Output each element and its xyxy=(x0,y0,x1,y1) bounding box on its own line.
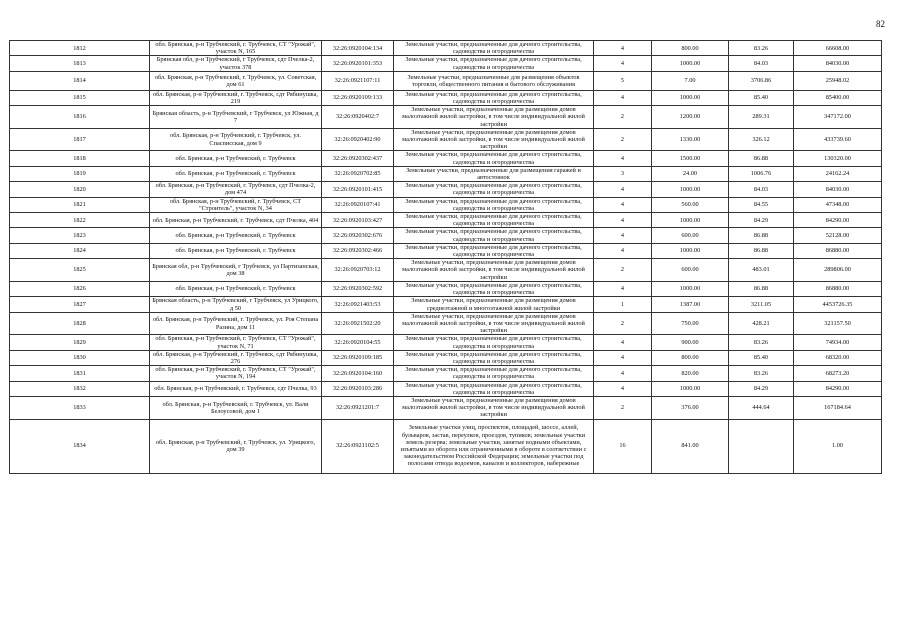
row-number-cell: 1825 xyxy=(10,259,150,282)
table-row xyxy=(10,197,882,212)
row-number-cell: 1826 xyxy=(10,281,150,296)
group-cell: 4 xyxy=(594,151,652,166)
address-cell: обл. Брянская, р-н Трубчевский, г. Трубчевск, сдт Рябинушка, 219 xyxy=(150,90,322,105)
cadastral-number-cell: 32:26:0920302:676 xyxy=(322,228,394,243)
specific-value-cell: 3211.05 xyxy=(729,297,794,312)
land-use-cell: Земельные участки, предназначенные для дачного строительства, садоводства и огородничества xyxy=(394,366,594,381)
row-number-cell: 1821 xyxy=(10,197,150,212)
group-cell: 4 xyxy=(594,243,652,258)
area-cell: 1000.00 xyxy=(652,381,729,396)
row-number-cell: 1827 xyxy=(10,297,150,312)
cadastral-value-cell: 347172.00 xyxy=(794,106,882,129)
cadastral-value-cell: 1.00 xyxy=(794,419,882,473)
address-cell: обл. Брянская, р-н Трубчевский, г. Трубчевск, сдт Пчелка, 93 xyxy=(150,381,322,396)
area-cell: 1000.00 xyxy=(652,182,729,197)
land-use-cell: Земельные участки, предназначенные для дачного строительства, садоводства и огородничества xyxy=(394,151,594,166)
table-row xyxy=(10,312,882,335)
specific-value-cell: 83.26 xyxy=(729,366,794,381)
land-use-cell: Земельные участки, предназначенные для дачного строительства, садоводства и огородничества xyxy=(394,197,594,212)
table-row xyxy=(10,213,882,228)
row-number-cell: 1819 xyxy=(10,166,150,181)
cadastral-value-cell: 84030.00 xyxy=(794,182,882,197)
land-use-cell: Земельные участки, предназначенные для размещения домов малоэтажной жилой застройки, в том числе индивидуальной жилой застройки xyxy=(394,259,594,282)
row-number-cell: 1813 xyxy=(10,56,150,71)
specific-value-cell: 483.01 xyxy=(729,259,794,282)
cadastral-value-cell: 52128.00 xyxy=(794,228,882,243)
cadastral-number-cell: 32:26:0920109:185 xyxy=(322,350,394,365)
cadastral-number-cell: 32:26:0920302:466 xyxy=(322,243,394,258)
table-row xyxy=(10,90,882,105)
area-cell: 1200.00 xyxy=(652,106,729,129)
address-cell: обл. Брянская, р-н Трубчевский, г. Трубчевск xyxy=(150,166,322,181)
group-cell: 4 xyxy=(594,56,652,71)
area-cell: 1330.00 xyxy=(652,128,729,151)
area-cell: 1000.00 xyxy=(652,243,729,258)
group-cell: 4 xyxy=(594,197,652,212)
cadastral-number-cell: 32:26:0921102:5 xyxy=(322,419,394,473)
address-cell: обл. Брянская, р-н Трубчевский, г. Трубчевск, сдт Рябинушка, 276 xyxy=(150,350,322,365)
table-row xyxy=(10,106,882,129)
land-use-cell: Земельные участки, предназначенные для дачного строительства, садоводства и огородничества xyxy=(394,41,594,56)
land-use-cell: Земельные участки, предназначенные для дачного строительства, садоводства и огородничества xyxy=(394,213,594,228)
row-number-cell: 1830 xyxy=(10,350,150,365)
row-number-cell: 1822 xyxy=(10,213,150,228)
table-row xyxy=(10,71,882,90)
row-number-cell: 1814 xyxy=(10,71,150,90)
cadastral-number-cell: 32:26:0920104:134 xyxy=(322,41,394,56)
specific-value-cell: 428.21 xyxy=(729,312,794,335)
address-cell: обл. Брянская, р-н Трубчевский, г. Трубчевск, ул. Советская, дом 61 xyxy=(150,71,322,90)
address-cell: Брянская область, р-н Трубчевский, г Трубчевск, ул Урицкого, д 50 xyxy=(150,297,322,312)
specific-value-cell: 3706.86 xyxy=(729,71,794,90)
group-cell: 4 xyxy=(594,41,652,56)
address-cell: Брянская обл, р-н Трубчевский, г Трубчевск, сдт Пчелка-2, участок 378 xyxy=(150,56,322,71)
table-row xyxy=(10,166,882,181)
row-number-cell: 1824 xyxy=(10,243,150,258)
row-number-cell: 1815 xyxy=(10,90,150,105)
land-use-cell: Земельные участки улиц, проспектов, площадей, шоссе, аллей, бульваров, застав, переулков, проездов, тупиков; земельные участки земель резерва; земельные участки, занятые водными объектами, изъятыми из оборота или ограниченными в обороте в соответствии с законодательством Российской Федерации; земельные участки под полосами отвода водоемов, каналов и коллекторов, набережные xyxy=(394,419,594,473)
land-use-cell: Земельные участки, предназначенные для размещения домов малоэтажной жилой застройки, в том числе индивидуальной жилой застройки xyxy=(394,312,594,335)
row-number-cell: 1818 xyxy=(10,151,150,166)
address-cell: Брянская область, р-н Трубчевский, г Трубчевск, ул Южная, д 7 xyxy=(150,106,322,129)
area-cell: 24.00 xyxy=(652,166,729,181)
land-use-cell: Земельные участки, предназначенные для размещения домов среднеэтажной и многоэтажной жилой застройки xyxy=(394,297,594,312)
table-row xyxy=(10,56,882,71)
cadastral-number-cell: 32:26:0920104:160 xyxy=(322,366,394,381)
land-use-cell: Земельные участки, предназначенные для размещения домов малоэтажной жилой застройки, в том числе индивидуальной жилой застройки xyxy=(394,396,594,419)
group-cell: 4 xyxy=(594,228,652,243)
area-cell: 1000.00 xyxy=(652,281,729,296)
address-cell: обл. Брянская, р-н Трубчевский, г. Трубчевск xyxy=(150,151,322,166)
area-cell: 820.00 xyxy=(652,366,729,381)
area-cell: 900.00 xyxy=(652,335,729,350)
land-use-cell: Земельные участки, предназначенные для дачного строительства, садоводства и огородничества xyxy=(394,182,594,197)
group-cell: 16 xyxy=(594,419,652,473)
row-number-cell: 1820 xyxy=(10,182,150,197)
area-cell: 1000.00 xyxy=(652,90,729,105)
cadastral-value-cell: 86880.00 xyxy=(794,281,882,296)
land-use-cell: Земельные участки, предназначенные для дачного строительства, садоводства и огородничества xyxy=(394,281,594,296)
row-number-cell: 1817 xyxy=(10,128,150,151)
table-row xyxy=(10,350,882,365)
table-body xyxy=(10,41,882,474)
area-cell: 1000.00 xyxy=(652,56,729,71)
address-cell: обл. Брянская, р-н Трубчевский, г. Трубчевск, СТ "Урожай", участок N, 71 xyxy=(150,335,322,350)
cadastral-number-cell: 32:26:0920107:41 xyxy=(322,197,394,212)
specific-value-cell: 86.88 xyxy=(729,228,794,243)
land-use-cell: Земельные участки, предназначенные для дачного строительства, садоводства и огородничества xyxy=(394,243,594,258)
land-use-cell: Земельные участки, предназначенные для дачного строительства, садоводства и огородничества xyxy=(394,228,594,243)
address-cell: обл. Брянская, р-н Трубчевский, г. Трубчевск xyxy=(150,243,322,258)
area-cell: 560.00 xyxy=(652,197,729,212)
land-use-cell: Земельные участки, предназначенные для дачного строительства, садоводства и огородничества xyxy=(394,335,594,350)
group-cell: 2 xyxy=(594,106,652,129)
row-number-cell: 1831 xyxy=(10,366,150,381)
specific-value-cell: 85.40 xyxy=(729,90,794,105)
specific-value-cell: 289.31 xyxy=(729,106,794,129)
group-cell: 4 xyxy=(594,381,652,396)
table-row xyxy=(10,259,882,282)
row-number-cell: 1834 xyxy=(10,419,150,473)
group-cell: 2 xyxy=(594,128,652,151)
cadastral-number-cell: 32:26:0920103:427 xyxy=(322,213,394,228)
specific-value-cell: 85.40 xyxy=(729,350,794,365)
cadastral-value-cell: 321157.50 xyxy=(794,312,882,335)
page-number: 82 xyxy=(876,19,885,29)
table-row xyxy=(10,335,882,350)
address-cell: обл. Брянская, р-н Трубчевский, г. Трубчевск, ул. Урицкого, дом 39 xyxy=(150,419,322,473)
cadastral-value-cell: 85400.00 xyxy=(794,90,882,105)
area-cell: 1500.00 xyxy=(652,151,729,166)
land-use-cell: Земельные участки, предназначенные для дачного строительства, садоводства и огородничества xyxy=(394,350,594,365)
specific-value-cell: 86.88 xyxy=(729,243,794,258)
group-cell: 4 xyxy=(594,350,652,365)
specific-value-cell: 86.88 xyxy=(729,281,794,296)
cadastral-value-cell: 289806.00 xyxy=(794,259,882,282)
address-cell: обл. Брянская, р-н Трубчевский, г. Трубчевск, СТ "Урожай", участок N, 194 xyxy=(150,366,322,381)
address-cell: обл. Брянская, р-н Трубчевский, г. Трубчевск, ул. Вали Белоусовой, дом 1 xyxy=(150,396,322,419)
address-cell: обл. Брянская, р-н Трубчевский, г. Трубчевск, СТ "Строитель", участок N, 34 xyxy=(150,197,322,212)
cadastral-number-cell: 32:26:0920402:7 xyxy=(322,106,394,129)
table-row xyxy=(10,228,882,243)
cadastral-value-cell: 130320.00 xyxy=(794,151,882,166)
group-cell: 4 xyxy=(594,90,652,105)
specific-value-cell: 1006.76 xyxy=(729,166,794,181)
group-cell: 1 xyxy=(594,297,652,312)
land-use-cell: Земельные участки, предназначенные для размещения объектов торговли, общественного питания и бытового обслуживания xyxy=(394,71,594,90)
group-cell: 4 xyxy=(594,366,652,381)
specific-value-cell: 83.26 xyxy=(729,41,794,56)
cadastral-number-cell: 32:26:0920703:12 xyxy=(322,259,394,282)
address-cell: обл. Брянская, р-н Трубчевский, г. Трубчевск, ул. Роя Степана Разина, дом 11 xyxy=(150,312,322,335)
cadastral-value-cell: 68320.00 xyxy=(794,350,882,365)
table-row xyxy=(10,281,882,296)
specific-value-cell xyxy=(729,419,794,473)
cadastral-value-cell: 68273.20 xyxy=(794,366,882,381)
cadastral-number-cell: 32:26:0920402:90 xyxy=(322,128,394,151)
cadastral-number-cell: 32:26:0921107:11 xyxy=(322,71,394,90)
specific-value-cell: 326.12 xyxy=(729,128,794,151)
row-number-cell: 1823 xyxy=(10,228,150,243)
group-cell: 2 xyxy=(594,259,652,282)
area-cell: 1000.00 xyxy=(652,213,729,228)
row-number-cell: 1816 xyxy=(10,106,150,129)
land-use-cell: Земельные участки, предназначенные для размещения домов малоэтажной жилой застройки, в том числе индивидуальной жилой застройки xyxy=(394,128,594,151)
area-cell: 841.00 xyxy=(652,419,729,473)
group-cell: 2 xyxy=(594,396,652,419)
cadastral-value-cell: 84290.00 xyxy=(794,213,882,228)
cadastral-number-cell: 32:26:0920302:437 xyxy=(322,151,394,166)
cadastral-value-cell: 24162.24 xyxy=(794,166,882,181)
cadastral-value-cell: 25948.02 xyxy=(794,71,882,90)
row-number-cell: 1828 xyxy=(10,312,150,335)
row-number-cell: 1832 xyxy=(10,381,150,396)
cadastral-value-cell: 84030.00 xyxy=(794,56,882,71)
cadastral-value-cell: 84290.00 xyxy=(794,381,882,396)
table-row xyxy=(10,243,882,258)
address-cell: обл. Брянская, р-н Трубчевский, г. Трубчевск, сдт Пчелка-2, дом 474 xyxy=(150,182,322,197)
land-use-cell: Земельные участки, предназначенные для размещения домов малоэтажной жилой застройки, в том числе индивидуальной жилой застройки xyxy=(394,106,594,129)
cadastral-number-cell: 32:26:0920101:415 xyxy=(322,182,394,197)
address-cell: обл. Брянская, р-н Трубчевский, г. Трубчевск, сдт Пчелка, 404 xyxy=(150,213,322,228)
group-cell: 4 xyxy=(594,182,652,197)
cadastral-number-cell: 32:26:0920101:353 xyxy=(322,56,394,71)
area-cell: 7.00 xyxy=(652,71,729,90)
cadastral-value-cell: 74934.00 xyxy=(794,335,882,350)
group-cell: 2 xyxy=(594,312,652,335)
cadastral-number-cell: 32:26:0920302:592 xyxy=(322,281,394,296)
cadastral-value-cell: 167184.64 xyxy=(794,396,882,419)
group-cell: 4 xyxy=(594,335,652,350)
specific-value-cell: 444.64 xyxy=(729,396,794,419)
cadastral-value-cell: 47348.00 xyxy=(794,197,882,212)
table-row xyxy=(10,396,882,419)
cadastral-value-cell: 4453726.35 xyxy=(794,297,882,312)
table-row xyxy=(10,151,882,166)
address-cell: обл. Брянская, р-н Трубчевский, г. Трубчевск xyxy=(150,281,322,296)
specific-value-cell: 86.88 xyxy=(729,151,794,166)
specific-value-cell: 84.29 xyxy=(729,381,794,396)
row-number-cell: 1812 xyxy=(10,41,150,56)
cadastral-number-cell: 32:26:0920702:85 xyxy=(322,166,394,181)
specific-value-cell: 84.03 xyxy=(729,56,794,71)
area-cell: 800.00 xyxy=(652,41,729,56)
table-row xyxy=(10,128,882,151)
cadastral-number-cell: 32:26:0920104:55 xyxy=(322,335,394,350)
area-cell: 600.00 xyxy=(652,259,729,282)
address-cell: Брянская обл, р-н Трубчевский, г Трубчевск, ул Партизанская, дом 38 xyxy=(150,259,322,282)
table-row xyxy=(10,381,882,396)
group-cell: 5 xyxy=(594,71,652,90)
table-row xyxy=(10,419,882,473)
row-number-cell: 1829 xyxy=(10,335,150,350)
address-cell: обл. Брянская, р-н Трубчевский, г. Трубчевск xyxy=(150,228,322,243)
cadastral-number-cell: 32:26:0921201:7 xyxy=(322,396,394,419)
area-cell: 600.00 xyxy=(652,228,729,243)
land-use-cell: Земельные участки, предназначенные для дачного строительства, садоводства и огородничества xyxy=(394,381,594,396)
area-cell: 800.00 xyxy=(652,350,729,365)
cadastral-number-cell: 32:26:0920103:286 xyxy=(322,381,394,396)
land-use-cell: Земельные участки, предназначенные для размещения гаражей и автостоянок xyxy=(394,166,594,181)
cadastral-number-cell: 32:26:0921502:20 xyxy=(322,312,394,335)
table-row xyxy=(10,182,882,197)
row-number-cell: 1833 xyxy=(10,396,150,419)
area-cell: 1387.00 xyxy=(652,297,729,312)
group-cell: 4 xyxy=(594,213,652,228)
cadastral-value-cell: 86880.00 xyxy=(794,243,882,258)
specific-value-cell: 83.26 xyxy=(729,335,794,350)
table-row xyxy=(10,41,882,56)
area-cell: 750.00 xyxy=(652,312,729,335)
cadastral-value-cell: 433739.60 xyxy=(794,128,882,151)
specific-value-cell: 84.55 xyxy=(729,197,794,212)
group-cell: 3 xyxy=(594,166,652,181)
specific-value-cell: 84.29 xyxy=(729,213,794,228)
cadastral-value-cell: 66608.00 xyxy=(794,41,882,56)
table-row xyxy=(10,366,882,381)
group-cell: 4 xyxy=(594,281,652,296)
cadastral-number-cell: 32:26:0921403:53 xyxy=(322,297,394,312)
cadastral-number-cell: 32:26:0920109:133 xyxy=(322,90,394,105)
land-use-cell: Земельные участки, предназначенные для дачного строительства, садоводства и огородничества xyxy=(394,56,594,71)
area-cell: 376.00 xyxy=(652,396,729,419)
land-use-cell: Земельные участки, предназначенные для дачного строительства, садоводства и огородничества xyxy=(394,90,594,105)
table-row xyxy=(10,297,882,312)
specific-value-cell: 84.03 xyxy=(729,182,794,197)
cadastral-value-table xyxy=(9,40,882,474)
address-cell: обл. Брянская, р-н Трубчевский, г. Трубчевск, СТ "Урожай", участок N, 165 xyxy=(150,41,322,56)
address-cell: обл. Брянская, р-н Трубчевский, г. Трубчевск, ул. Спасписская, дом 9 xyxy=(150,128,322,151)
